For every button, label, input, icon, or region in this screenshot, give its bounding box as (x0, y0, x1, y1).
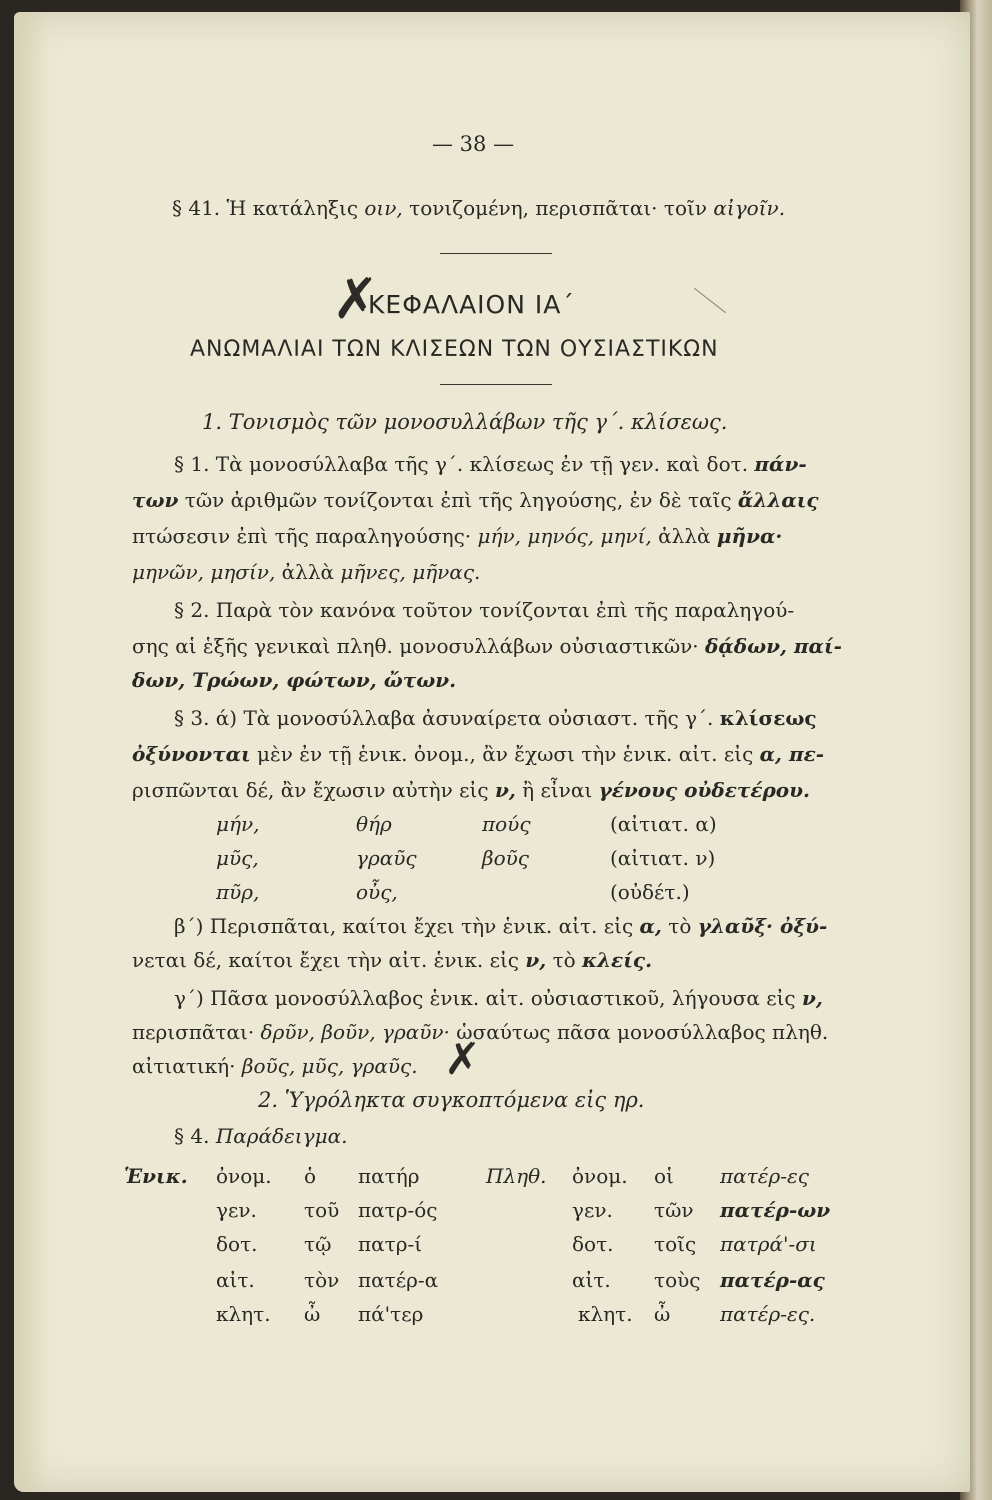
form: πατέρ-ων (720, 1198, 831, 1222)
example-cell: θήρ (356, 812, 392, 836)
section-41-rest: τονιζομένη, περισπᾶται· τοῖν (409, 196, 707, 220)
form: πατήρ (358, 1164, 420, 1188)
p5-text: αἰτιατική· (132, 1054, 236, 1078)
chapter-title: ΚΕΦΑΛΑΙΟΝ ΙΑ΄ (368, 290, 575, 319)
p3-line2 (132, 740, 824, 768)
example-cell: πούς (482, 812, 531, 836)
p6-line1 (174, 1122, 347, 1150)
p3-line3 (132, 776, 810, 804)
example-cell: πῦρ, (216, 880, 260, 904)
plural-label: Πληθ. (486, 1164, 547, 1188)
example-note: (οὐδέτ.) (610, 880, 690, 904)
paradigm-title: Παράδειγμα. (215, 1124, 348, 1148)
p2-example: δᾴδων, παί- (705, 634, 842, 658)
p1-example: μήν, μηνός, μηνί, (477, 524, 652, 548)
singular-label: Ἑνικ. (124, 1164, 188, 1188)
p3-emph: κλίσεως (719, 706, 817, 730)
p3-emph: γένους οὐδετέρου. (598, 778, 810, 802)
case-label: κλητ. (216, 1302, 271, 1326)
section-41-text: Ἡ κατάληξις (226, 196, 359, 220)
p1-text: ἀλλὰ (281, 560, 335, 584)
p2-line1 (174, 596, 794, 624)
p5-text: ὡσαύτως πᾶσα μονοσύλλαβος πληθ. (456, 1020, 829, 1044)
handwritten-cross-mark: ✗ (332, 267, 379, 332)
p1-line1 (174, 450, 807, 478)
p1-text: πτώσεσιν ἐπὶ τῆς παραληγούσης· (132, 524, 472, 548)
p1-emph: ἄλλαις (737, 488, 819, 512)
p4-line2 (132, 946, 652, 974)
p1-emph: πάν- (754, 452, 807, 476)
p1-example: μῆνες, μῆνας. (340, 560, 481, 584)
article: ὁ (304, 1164, 317, 1188)
p5-text: περισπᾶται· (132, 1020, 255, 1044)
article: τῶν (654, 1198, 694, 1222)
article: τοὺς (654, 1268, 701, 1292)
p1-example: μηνῶν, μησίν, (132, 560, 276, 584)
case-label: γεν. (572, 1198, 613, 1222)
article: τοῦ (304, 1198, 340, 1222)
example-cell: γραῦς (356, 846, 417, 870)
divider-top (440, 253, 552, 254)
p3-text: ρισπῶνται δέ, ἂν ἔχωσιν αὐτὴν εἰς (132, 778, 489, 802)
p4-emph: α, (639, 914, 662, 938)
paragraph-marker: § 4. (174, 1124, 210, 1148)
form: πατέρ-ες (720, 1164, 809, 1188)
section-41 (172, 194, 785, 222)
case-label: δοτ. (572, 1232, 614, 1256)
article: τὸν (304, 1268, 340, 1292)
example-note: (αἰτιατ. ν) (610, 846, 716, 870)
case-label: αἰτ. (572, 1268, 611, 1292)
article: τῷ (304, 1232, 332, 1256)
form: πατέρ-α (358, 1268, 439, 1292)
article: τοῖς (654, 1232, 697, 1256)
paragraph-marker: § 41. (172, 196, 221, 220)
p2-line3: δων, Τρώων, φώτων, ὤτων. (132, 668, 457, 692)
case-label: αἰτ. (216, 1268, 255, 1292)
p4-line1 (174, 912, 827, 940)
p1-line4 (132, 558, 480, 586)
p3-text: § 3. ά) Τὰ μονοσύλλαβα ἀσυναίρετα οὐσιαστ. τῆς γ΄. (174, 706, 714, 730)
p4-text: τὸ (552, 948, 576, 972)
p3-text: ἢ εἶναι (522, 778, 593, 802)
p2-line2 (132, 632, 842, 660)
form: πατρ-ί (358, 1232, 423, 1256)
section-41-ending: οιν, (364, 196, 403, 220)
case-label: γεν. (216, 1198, 257, 1222)
p4-text: τὸ (668, 914, 692, 938)
p5-example: δρῦν, βοῦν, γραῦν· (260, 1020, 450, 1044)
example-cell: μήν, (216, 812, 260, 836)
article: οἱ (654, 1164, 674, 1188)
form: πατρ-ός (358, 1198, 438, 1222)
article: ὦ (654, 1302, 671, 1326)
p3-text: μὲν ἐν τῇ ἑνικ. ὀνομ., ἂν ἔχωσι τὴν ἑνικ. αἰτ. εἰς (257, 742, 754, 766)
example-cell: μῦς, (216, 846, 259, 870)
p5-line1 (174, 984, 823, 1012)
example-cell: οὖς, (356, 880, 398, 904)
case-label: ὀνομ. (572, 1164, 628, 1188)
p4-emph: κλείς. (582, 948, 653, 972)
p5-example: βοῦς, μῦς, γραῦς. (241, 1054, 418, 1078)
p3-emph: ν, (494, 778, 516, 802)
p2-text: παραληγού- (674, 598, 795, 622)
section2-heading: 2. Ὑγρόληκτα συγκοπτόμενα εἰς ηρ. (258, 1088, 645, 1112)
p5-emph: ν, (801, 986, 823, 1010)
form: πατρά'-σι (720, 1232, 817, 1256)
pencil-stroke (694, 288, 726, 313)
p4-emph: γλαῦξ· ὀξύ- (697, 914, 828, 938)
form: πατέρ-ας (720, 1268, 825, 1292)
case-label: ὀνομ. (216, 1164, 272, 1188)
p1-line2 (132, 486, 819, 514)
p1-text: τῶν ἀριθμῶν τονίζονται ἐπὶ τῆς ληγούσης, ἐν δὲ ταῖς (184, 488, 732, 512)
p3-emph: α, πε- (759, 742, 825, 766)
p4-text: β΄) Περισπᾶται, καίτοι ἔχει τὴν ἑνικ. αἰτ. εἰς (174, 914, 634, 938)
p4-text: νεται δέ, καίτοι ἔχει τὴν αἰτ. ἑνικ. εἰς (132, 948, 520, 972)
article: ὦ (304, 1302, 321, 1326)
p4-emph: ν, (525, 948, 547, 972)
p1-example: μῆνα· (716, 524, 783, 548)
handwritten-cross-mark: ✗ (444, 1034, 481, 1085)
divider-bottom (440, 384, 552, 385)
p2-text: σης αἱ ἑξῆς γενικαὶ πληθ. μονοσυλλάβων οὐσιαστικῶν· (132, 634, 699, 658)
chapter-subtitle: ΑΝΩΜΑΛΙΑΙ ΤΩΝ ΚΛΙΣΕΩΝ ΤΩΝ ΟΥΣΙΑΣΤΙΚΩΝ (190, 337, 719, 362)
case-label: δοτ. (216, 1232, 258, 1256)
p1-text: § 1. Τὰ μονοσύλλαβα τῆς γ΄. κλίσεως ἐν τῇ γεν. καὶ δοτ. (174, 452, 749, 476)
p1-text: ἀλλὰ (658, 524, 711, 548)
p1-line3 (132, 522, 782, 550)
form: πατέρ-ες. (720, 1302, 816, 1326)
case-label: κλητ. (578, 1302, 633, 1326)
p1-emph: των (132, 488, 179, 512)
p3-emph: ὀξύνονται (132, 742, 251, 766)
p5-line3 (132, 1052, 418, 1080)
p3-line1 (174, 704, 817, 732)
section-41-example: αἰγοῖν. (713, 196, 786, 220)
p5-text: γ΄) Πᾶσα μονοσύλλαβος ἑνικ. αἰτ. οὐσιαστικοῦ, λήγουσα εἰς (174, 986, 796, 1010)
p2-text: § 2. Παρὰ τὸν κανόνα τοῦτον τονίζονται ἐπὶ τῆς (174, 598, 669, 622)
example-cell: βοῦς (482, 846, 529, 870)
book-page (14, 12, 970, 1492)
page-number: — 38 — (432, 132, 515, 156)
form: πά'τερ (358, 1302, 424, 1326)
section1-heading: 1. Τονισμὸς τῶν μονοσυλλάβων τῆς γ΄. κλίσεως. (202, 410, 728, 434)
example-note: (αἰτιατ. α) (610, 812, 717, 836)
